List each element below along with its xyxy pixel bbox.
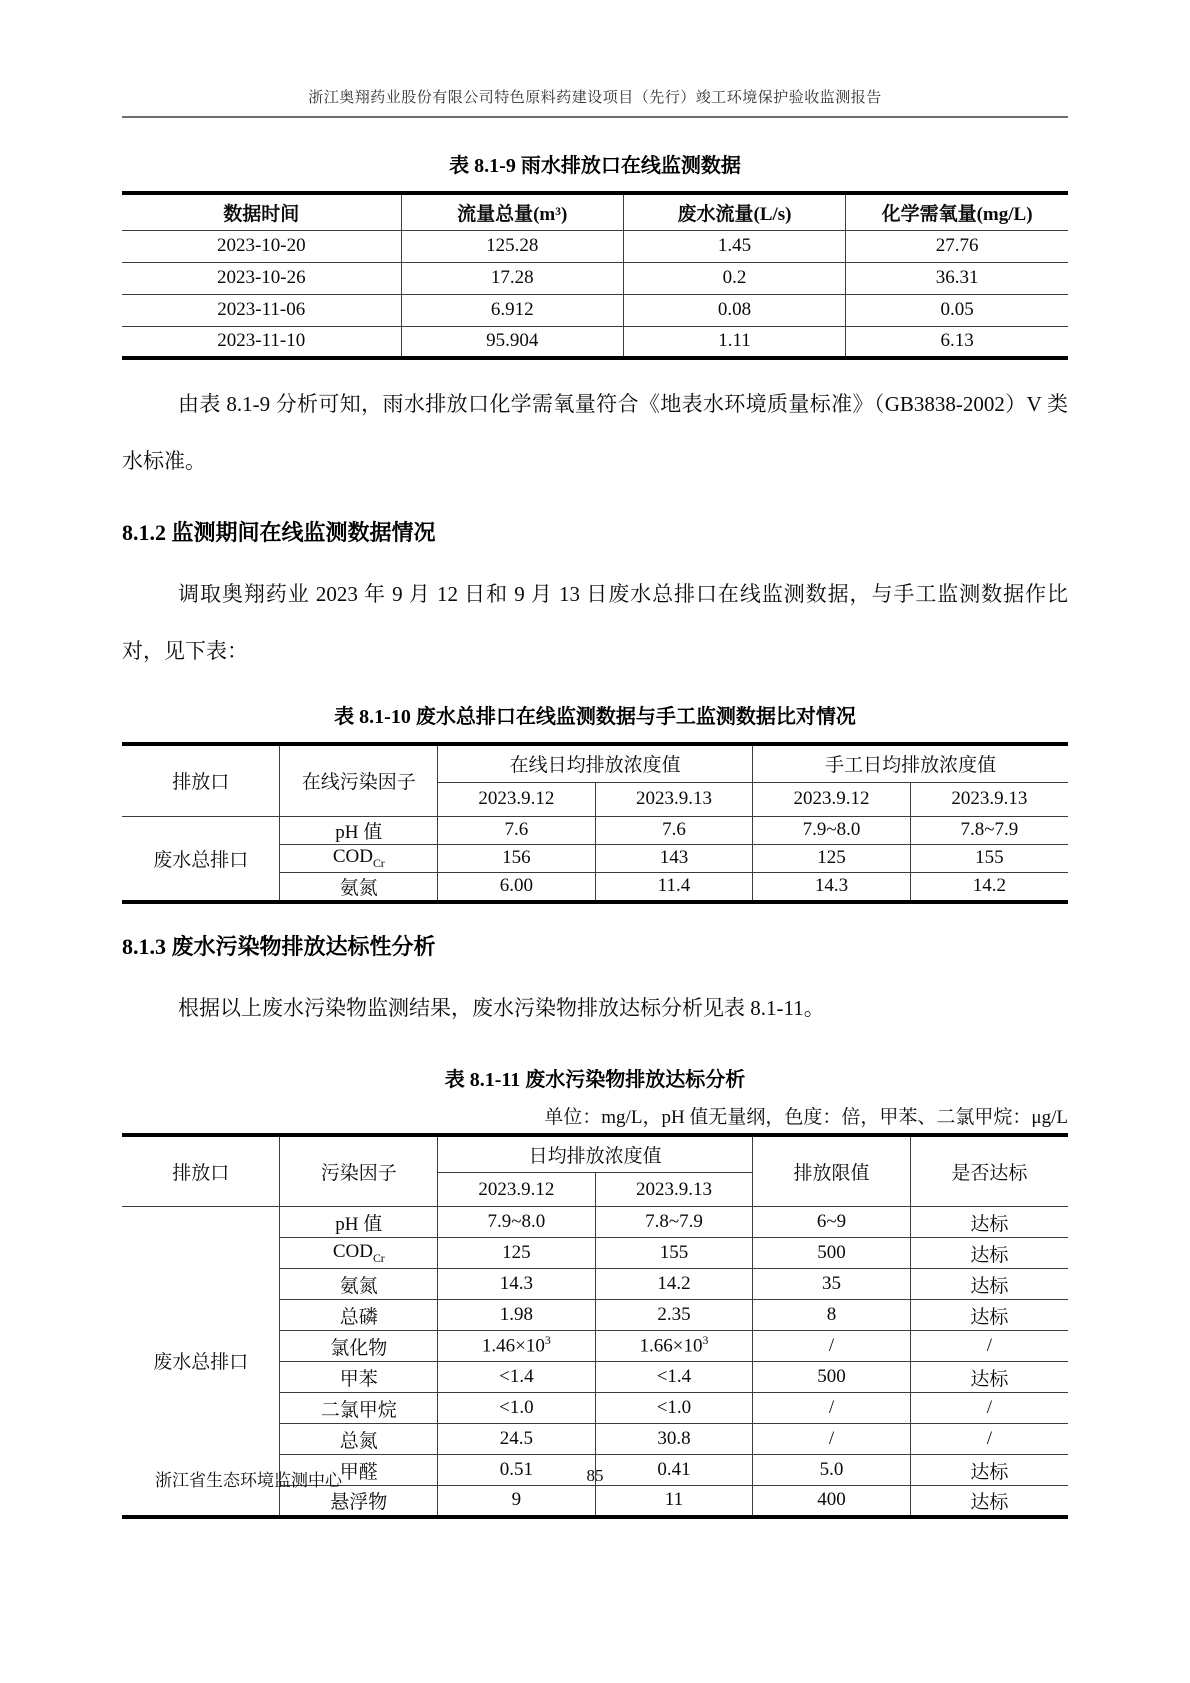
table-cell: 14.2: [595, 1269, 753, 1300]
table-cell-factor: 悬浮物: [280, 1486, 438, 1517]
table-cell: 143: [595, 844, 753, 872]
table-cell-factor: 氨氮: [280, 872, 438, 902]
table-cell: 17.28: [401, 262, 623, 294]
table-cell: 24.5: [438, 1424, 596, 1455]
body-paragraph: 根据以上废水污染物监测结果，废水污染物排放达标分析见表 8.1-11。: [178, 995, 825, 1020]
table-cell-factor: pH 值: [280, 816, 438, 844]
table-cell-compliance: 达标: [910, 1486, 1068, 1517]
table-cell-factor: [280, 1238, 438, 1269]
table-cell-factor: 甲醛: [280, 1455, 438, 1486]
table-cell: 156: [438, 844, 596, 872]
table-cell-compliance: /: [910, 1424, 1068, 1455]
column-header: 排放口: [122, 1135, 280, 1207]
table-cell-compliance: /: [910, 1393, 1068, 1424]
column-header: 是否达标: [910, 1135, 1068, 1207]
column-header: 化学需氧量(mg/L): [846, 193, 1068, 230]
footer-page-number: 85: [586, 1466, 604, 1485]
table-cell: 1.11: [623, 326, 845, 358]
factor-base: COD: [332, 845, 373, 867]
value-superscript: 3: [544, 1334, 551, 1348]
table-cell: <1.4: [595, 1362, 753, 1393]
value-base: 1.46×10: [481, 1335, 545, 1357]
table-cell: 14.3: [753, 872, 911, 902]
table-cell-factor: 氨氮: [280, 1269, 438, 1300]
table-cell-compliance: /: [910, 1331, 1068, 1362]
table11-discharge-compliance-analysis: [122, 1133, 1068, 1519]
table-cell: 0.2: [623, 262, 845, 294]
table-cell: 14.3: [438, 1269, 596, 1300]
table-cell: 0.08: [623, 294, 845, 326]
table-cell-factor: [280, 844, 438, 872]
table9-rainwater-online-monitoring: [122, 191, 1068, 360]
table-cell-outlet: 废水总排口: [122, 816, 280, 902]
column-header: 在线污染因子: [280, 744, 438, 816]
table9-header-row: [122, 193, 1068, 230]
table-cell: 7.6: [595, 816, 753, 844]
column-group-header: 日均排放浓度值: [438, 1135, 753, 1173]
table-cell: 6.912: [401, 294, 623, 326]
table-cell: 6.00: [438, 872, 596, 902]
table-row: [122, 326, 1068, 358]
table-cell-factor: 甲苯: [280, 1362, 438, 1393]
table-cell: 30.8: [595, 1424, 753, 1455]
document-header-title: 浙江奥翔药业股份有限公司特色原料药建设项目（先行）竣工环境保护验收监测报告: [122, 0, 1068, 118]
table-cell-limit: 500: [753, 1362, 911, 1393]
table-cell: 2.35: [595, 1300, 753, 1331]
table-cell-factor: 氯化物: [280, 1331, 438, 1362]
table-cell: 155: [595, 1238, 753, 1269]
table-cell-factor: 总氮: [280, 1424, 438, 1455]
table-cell-compliance: 达标: [910, 1300, 1068, 1331]
table-cell-outlet: 废水总排口: [122, 1207, 280, 1517]
table-cell-compliance: 达标: [910, 1362, 1068, 1393]
table-cell: 125.28: [401, 230, 623, 262]
table-row: [122, 294, 1068, 326]
table-row: [122, 230, 1068, 262]
table-cell: 7.8~7.9: [910, 816, 1068, 844]
table-cell: 155: [910, 844, 1068, 872]
table-cell: 11: [595, 1486, 753, 1517]
column-header: 污染因子: [280, 1135, 438, 1207]
table-cell-factor: pH 值: [280, 1207, 438, 1238]
table-cell: 125: [753, 844, 911, 872]
table10-online-vs-manual-comparison: [122, 742, 1068, 904]
table-cell-limit: 400: [753, 1486, 911, 1517]
table-cell: 95.904: [401, 326, 623, 358]
body-paragraph: 由表 8.1-9 分析可知，雨水排放口化学需氧量符合《地表水环境质量标准》（GB3838-2002）V 类水标准。: [122, 392, 1068, 473]
table-cell: 6.13: [846, 326, 1068, 358]
table-cell: 11.4: [595, 872, 753, 902]
table-cell-limit: /: [753, 1331, 911, 1362]
table-row: [122, 816, 1068, 844]
column-header: 废水流量(L/s): [623, 193, 845, 230]
table-cell-limit: 35: [753, 1269, 911, 1300]
value-base: 1.66×10: [639, 1335, 703, 1357]
table-cell: 1.45: [623, 230, 845, 262]
table-cell: <1.0: [438, 1393, 596, 1424]
table-cell: 7.9~8.0: [438, 1207, 596, 1238]
column-header: 数据时间: [122, 193, 401, 230]
table-cell: 9: [438, 1486, 596, 1517]
table-cell: 0.51: [438, 1455, 596, 1486]
value-superscript: 3: [702, 1334, 709, 1348]
column-header: 2023.9.13: [595, 782, 753, 816]
column-header: 流量总量(m³): [401, 193, 623, 230]
table-cell-compliance: 达标: [910, 1455, 1068, 1486]
table-cell: 0.05: [846, 294, 1068, 326]
column-header: 2023.9.12: [753, 782, 911, 816]
table-cell: 36.31: [846, 262, 1068, 294]
table-cell: [438, 1331, 596, 1362]
table-cell: 2023-11-10: [122, 326, 401, 358]
table-cell-limit: 6~9: [753, 1207, 911, 1238]
column-group-header: 手工日均排放浓度值: [753, 744, 1068, 782]
factor-subscript: Cr: [372, 1251, 385, 1265]
table-cell-limit: /: [753, 1424, 911, 1455]
table10-header-row-groups: [122, 744, 1068, 782]
column-header: 2023.9.12: [438, 1173, 596, 1207]
column-header: 排放限值: [753, 1135, 911, 1207]
section-heading-812: 8.1.2 监测期间在线监测数据情况: [122, 520, 436, 545]
table-cell-limit: 5.0: [753, 1455, 911, 1486]
table-cell-limit: /: [753, 1393, 911, 1424]
table-cell-compliance: 达标: [910, 1269, 1068, 1300]
table-cell: 7.8~7.9: [595, 1207, 753, 1238]
table-cell-limit: 500: [753, 1238, 911, 1269]
footer-organization: 浙江省生态环境监测中心: [155, 1471, 342, 1490]
table-cell-limit: 8: [753, 1300, 911, 1331]
table9-title: 表 8.1-9 雨水排放口在线监测数据: [449, 155, 741, 177]
page-content: [122, 149, 1068, 1519]
column-header: 2023.9.13: [910, 782, 1068, 816]
column-header: 2023.9.13: [595, 1173, 753, 1207]
factor-subscript: Cr: [372, 856, 385, 870]
column-header: 排放口: [122, 744, 280, 816]
table-cell: 2023-10-20: [122, 230, 401, 262]
body-paragraph: 调取奥翔药业 2023 年 9 月 12 日和 9 月 13 日废水总排口在线监测数据，与手工监测数据作比对，见下表：: [122, 582, 1068, 663]
section-heading-813: 8.1.3 废水污染物排放达标性分析: [122, 933, 436, 959]
table-cell: [595, 1331, 753, 1362]
table10-title: 表 8.1-10 废水总排口在线监测数据与手工监测数据比对情况: [334, 706, 856, 728]
table-cell: 14.2: [910, 872, 1068, 902]
table-row: [122, 1207, 1068, 1238]
table-cell: <1.0: [595, 1393, 753, 1424]
table-cell: 27.76: [846, 230, 1068, 262]
table-cell: 7.9~8.0: [753, 816, 911, 844]
table-cell-compliance: 达标: [910, 1207, 1068, 1238]
table-cell: 1.98: [438, 1300, 596, 1331]
column-header: 2023.9.12: [438, 782, 596, 816]
table-cell: 2023-10-26: [122, 262, 401, 294]
table-row: [122, 262, 1068, 294]
factor-base: COD: [332, 1240, 373, 1262]
table-cell-factor: 二氯甲烷: [280, 1393, 438, 1424]
table11-title: 表 8.1-11 废水污染物排放达标分析: [444, 1068, 746, 1091]
table-cell: 0.41: [595, 1455, 753, 1486]
table11-header-row-groups: [122, 1135, 1068, 1173]
table-cell-factor: 总磷: [280, 1300, 438, 1331]
table-cell: 2023-11-06: [122, 294, 401, 326]
table-cell: 125: [438, 1238, 596, 1269]
table-cell: <1.4: [438, 1362, 596, 1393]
column-group-header: 在线日均排放浓度值: [438, 744, 753, 782]
table-cell-compliance: 达标: [910, 1238, 1068, 1269]
table11-unit-note: 单位：mg/L，pH 值无量纲，色度：倍，甲苯、二氯甲烷：μg/L: [544, 1106, 1068, 1128]
table-cell: 7.6: [438, 816, 596, 844]
